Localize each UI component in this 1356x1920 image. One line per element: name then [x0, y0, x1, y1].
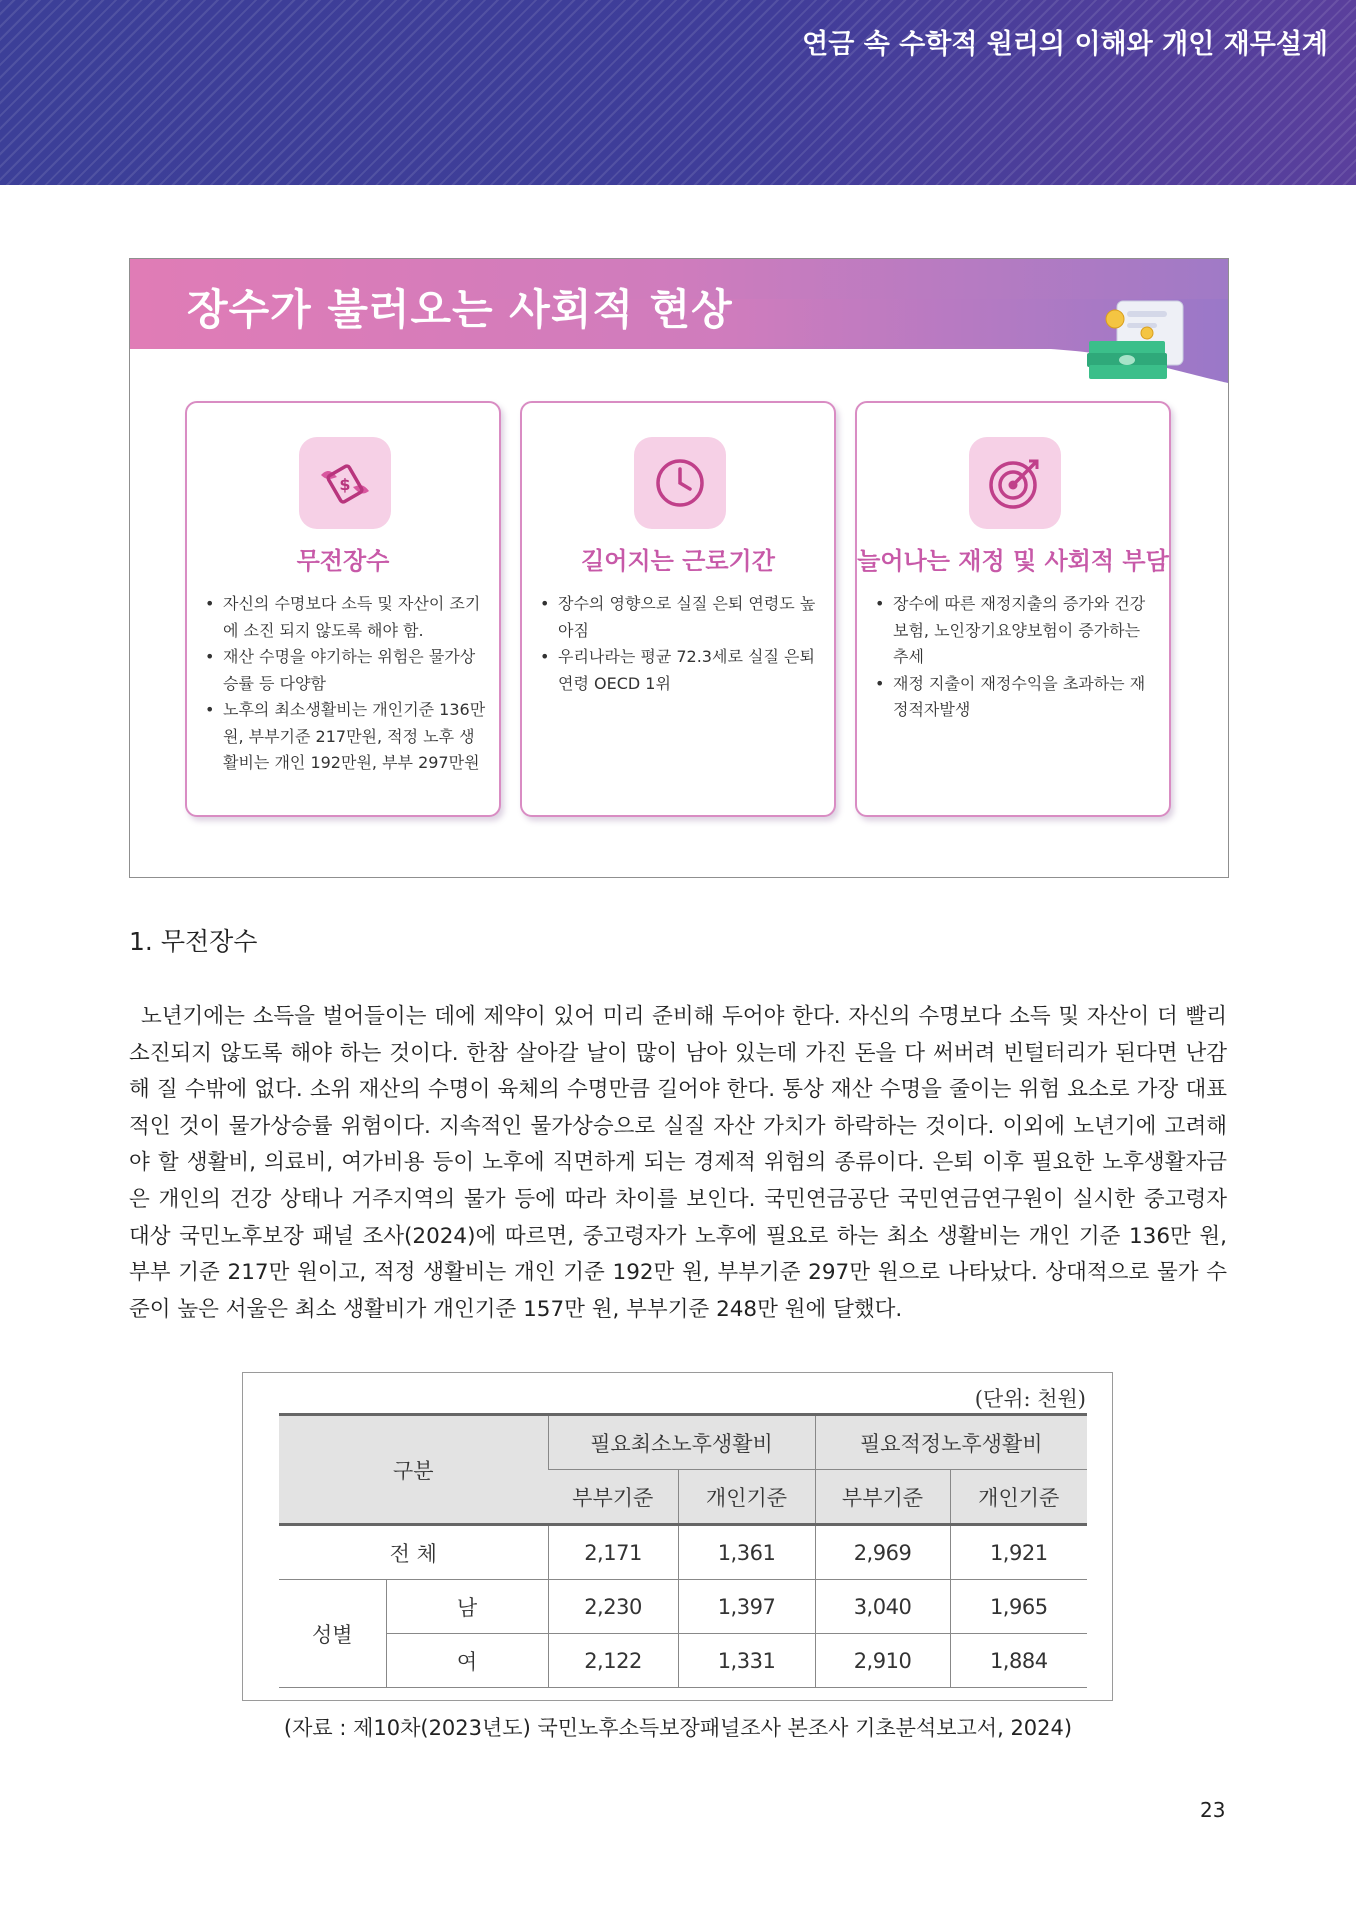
infographic-panel	[129, 258, 1229, 878]
list-item: • 재정 지출이 재정수익을 초과하는 재정적자발생	[873, 671, 1157, 724]
table-row-label: 여	[386, 1634, 548, 1688]
card-icon-badge	[634, 437, 726, 529]
svg-text:$: $	[339, 475, 351, 494]
section-number: 1.	[129, 927, 153, 956]
table-header-category: 구분	[279, 1415, 548, 1525]
table-cell: 2,969	[815, 1525, 950, 1580]
page-number: 23	[1200, 1798, 1226, 1822]
table-cell: 1,965	[950, 1580, 1087, 1634]
table-row-label: 전 체	[279, 1525, 548, 1580]
infographic-title: 장수가 불러오는 사회적 현상	[187, 285, 733, 334]
table-cell: 2,910	[815, 1634, 950, 1688]
table-subheader: 개인기준	[950, 1470, 1087, 1525]
table-row	[279, 1634, 1087, 1688]
table-cell: 1,397	[678, 1580, 815, 1634]
card-title: 늘어나는 재정 및 사회적 부담	[857, 547, 1169, 575]
living-cost-table	[279, 1413, 1087, 1688]
target-icon	[985, 453, 1045, 513]
card-icon-badge	[969, 437, 1061, 529]
table-unit-label: (단위: 천원)	[974, 1387, 1086, 1411]
money-stack-icon	[1085, 297, 1195, 387]
flying-money-icon	[315, 453, 375, 513]
info-card-fiscal-social-burden	[855, 401, 1171, 817]
list-item: • 우리나라는 평균 72.3세로 실질 은퇴 연령 OECD 1위	[538, 644, 822, 697]
info-card-longer-working-period	[520, 401, 836, 817]
table-cell: 1,331	[678, 1634, 815, 1688]
table-header-adequate-cost: 필요적정노후생활비	[815, 1415, 1087, 1470]
table-group-label: 성별	[279, 1580, 386, 1688]
table-cell: 2,230	[548, 1580, 678, 1634]
table-cell: 1,361	[678, 1525, 815, 1580]
section-heading	[129, 922, 257, 958]
card-bullet-list	[203, 591, 487, 777]
table-cell: 1,884	[950, 1634, 1087, 1688]
table-subheader: 개인기준	[678, 1470, 815, 1525]
list-item: • 자신의 수명보다 소득 및 자산이 조기에 소진 되지 않도록 해야 함.	[203, 591, 487, 644]
list-item: • 노후의 최소생활비는 개인기준 136만원, 부부기준 217만원, 적정 노후 생활비는 개인 192만원, 부부 297만원	[203, 697, 487, 777]
card-title: 무전장수	[296, 547, 390, 575]
card-icon-badge	[299, 437, 391, 529]
list-item: • 장수에 따른 재정지출의 증가와 건강보험, 노인장기요양보험이 증가하는 추세	[873, 591, 1157, 671]
clock-icon	[650, 453, 710, 513]
section-title: 무전장수	[160, 927, 258, 956]
card-title: 길어지는 근로기간	[581, 547, 775, 575]
table-row	[279, 1525, 1087, 1580]
table-cell: 1,921	[950, 1525, 1087, 1580]
table-header-min-cost: 필요최소노후생활비	[548, 1415, 815, 1470]
card-bullet-list	[538, 591, 822, 697]
living-cost-table-box	[242, 1372, 1113, 1701]
info-card-pennyless-longevity	[185, 401, 501, 817]
card-bullet-list	[873, 591, 1157, 724]
header-title: 연금 속 수학적 원리의 이해와 개인 재무설계	[802, 29, 1328, 60]
table-row	[279, 1580, 1087, 1634]
table-cell: 2,122	[548, 1634, 678, 1688]
table-subheader: 부부기준	[548, 1470, 678, 1525]
body-paragraph: 노년기에는 소득을 벌어들이는 데에 제약이 있어 미리 준비해 두어야 한다. 자신의 수명보다 소득 및 자산이 더 빨리 소진되지 않도록 해야 하는 것이다. 한참 살아갈 날이 많이 남아 있는데 가진 돈을 다 써버려 빈털터리가 된다면 난감해 질 수밖에 없다. 소위 재산의 수명이 육체의 수명만큼 길어야 한다. 통상 재산 수명을 줄이는 위험 요소로 가장 대표적인 것이 물가상승률 위험이다. 지속적인 물가상승으로 실질 자산 가치가 하락하는 것이다. 이외에 노년기에 고려해야 할 생활비, 의료비, 여가비용 등이 노후에 직면하게 되는 경제적 위험의 종류이다. 은퇴 이후 필요한 노후생활자금은 개인의 건강 상태나 거주지역의 물가 등에 따라 차이를 보인다. 국민연금공단 국민연금연구원이 실시한 중고령자 대상 국민노후보장 패널 조사(2024)에 따르면, 중고령자가 노후에 필요로 하는 최소 생활비는 개인 기준 136만 원, 부부 기준 217만 원이고, 적정 생활비는 개인 기준 192만 원, 부부기준 297만 원으로 나타났다. 상대적으로 물가 수준이 높은 서울은 최소 생활비가 개인기준 157만 원, 부부기준 248만 원에 달했다.	[129, 1004, 1227, 1322]
table-source-caption: (자료 : 제10차(2023년도) 국민노후소득보장패널조사 본조사 기초분석보고서, 2024)	[283, 1716, 1073, 1740]
table-subheader: 부부기준	[815, 1470, 950, 1525]
table-row-label: 남	[386, 1580, 548, 1634]
list-item: • 장수의 영향으로 실질 은퇴 연령도 높아짐	[538, 591, 822, 644]
table-cell: 2,171	[548, 1525, 678, 1580]
list-item: • 재산 수명을 야기하는 위험은 물가상승률 등 다양함	[203, 644, 487, 697]
table-header-row	[279, 1415, 1087, 1470]
table-cell: 3,040	[815, 1580, 950, 1634]
page-header-band	[0, 0, 1356, 185]
